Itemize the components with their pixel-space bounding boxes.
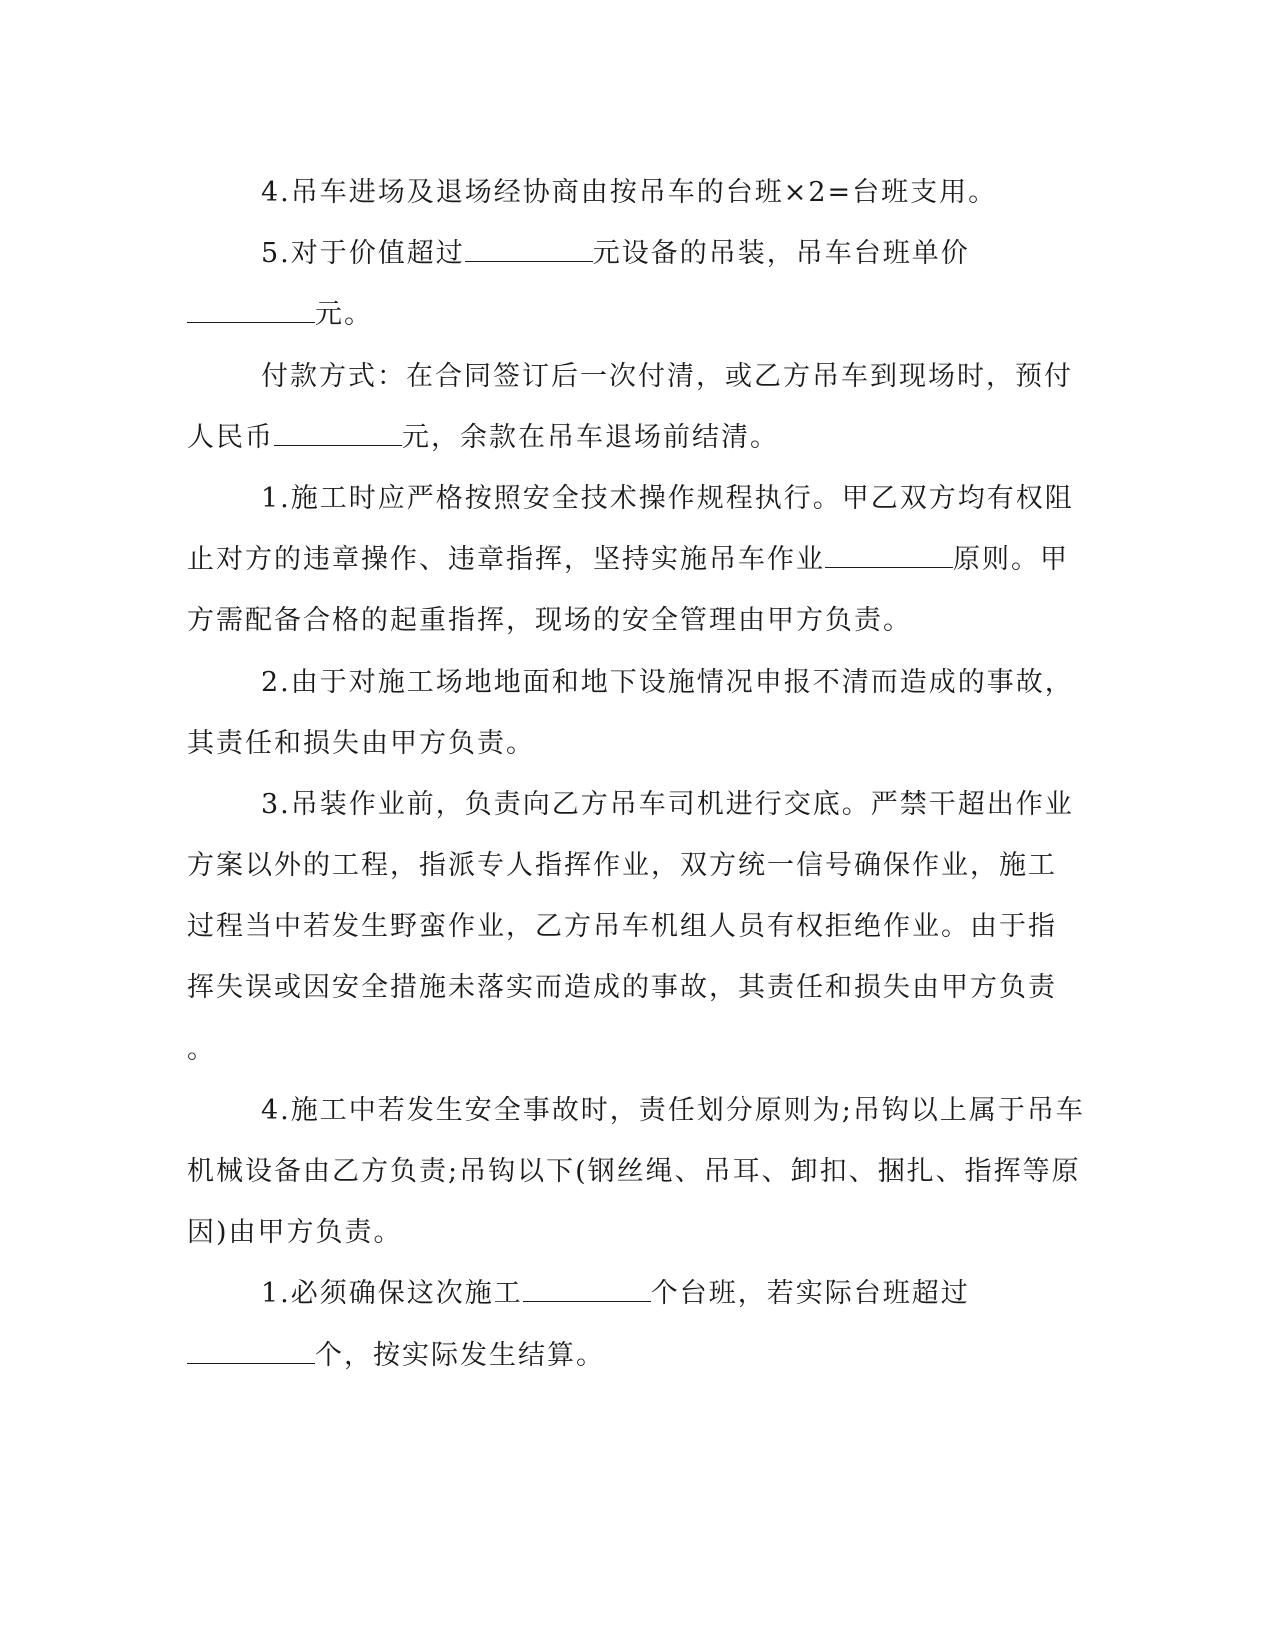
text-segment: 过程当中若发生野蛮作业，乙方吊车机组人员有权拒绝作业。由于指 <box>187 911 1057 943</box>
text-line <box>187 1202 1077 1263</box>
text-line <box>187 957 1077 1018</box>
text-line <box>187 896 1077 957</box>
fill-in-blank <box>274 415 402 446</box>
text-segment: 机械设备由乙方负责;吊钩以下(钢丝绳、吊耳、卸扣、捆扎、指挥等原 <box>187 1156 1081 1187</box>
text-line <box>187 346 1077 407</box>
text-segment: 方案以外的工程，指派专人指挥作业，双方统一信号确保作业，施工 <box>187 850 1057 882</box>
fill-in-blank <box>187 292 315 323</box>
document-body <box>187 162 1085 1386</box>
text-segment: 元，余款在吊车退场前结清。 <box>402 421 779 453</box>
text-line <box>187 1019 1077 1080</box>
text-segment: 5.对于价值超过 <box>261 238 465 270</box>
text-segment: 4.吊车进场及退场经协商由按吊车的台班×2=台班支用。 <box>261 177 998 208</box>
text-line <box>187 1325 1077 1386</box>
text-line <box>187 468 1077 529</box>
text-segment: 3.吊装作业前，负责向乙方吊车司机进行交底。严禁干超出作业 <box>261 788 1074 820</box>
text-line <box>187 162 1077 223</box>
text-line <box>187 407 1077 468</box>
text-segment: 原则。甲 <box>953 544 1069 576</box>
text-segment: 人民币 <box>187 421 274 453</box>
text-line <box>187 590 1077 651</box>
text-segment: 个台班，若实际台班超过 <box>650 1278 970 1310</box>
text-line <box>187 223 1077 284</box>
text-segment: 付款方式：在合同签订后一次付清，或乙方吊车到现场时，预付 <box>261 360 1073 392</box>
text-segment: 止对方的违章操作、违章指挥，坚持实施吊车作业 <box>187 544 825 576</box>
text-segment: 元。 <box>315 299 373 331</box>
text-segment: 因)由甲方负责。 <box>187 1217 403 1249</box>
text-line <box>187 713 1077 774</box>
fill-in-blank <box>465 231 593 262</box>
text-line <box>187 1263 1077 1324</box>
text-segment: 2.由于对施工场地地面和地下设施情况申报不清而造成的事故， <box>261 666 1074 698</box>
text-line <box>187 1080 1085 1141</box>
text-segment: 方需配备合格的起重指挥，现场的安全管理由甲方负责。 <box>187 605 912 637</box>
fill-in-blank <box>187 1333 315 1364</box>
text-segment: 。 <box>187 1033 216 1065</box>
text-segment: 挥失误或因安全措施未落实而造成的事故，其责任和损失由甲方负责 <box>187 972 1057 1004</box>
text-line <box>187 835 1077 896</box>
text-segment: 1.必须确保这次施工 <box>261 1278 523 1310</box>
fill-in-blank <box>523 1271 651 1302</box>
fill-in-blank <box>825 537 953 568</box>
text-line <box>187 652 1077 713</box>
text-line <box>187 1141 1081 1202</box>
text-segment: 个，按实际发生结算。 <box>315 1339 605 1371</box>
text-segment: 元设备的吊装，吊车台班单价 <box>592 238 970 270</box>
text-segment: 其责任和损失由甲方负责。 <box>187 727 535 759</box>
text-segment: 4.施工中若发生安全事故时，责任划分原则为;吊钩以上属于吊车 <box>261 1094 1085 1126</box>
text-line <box>187 284 1077 345</box>
text-line <box>187 529 1077 590</box>
text-line <box>187 774 1077 835</box>
text-segment: 1.施工时应严格按照安全技术操作规程执行。甲乙双方均有权阻 <box>261 482 1074 514</box>
